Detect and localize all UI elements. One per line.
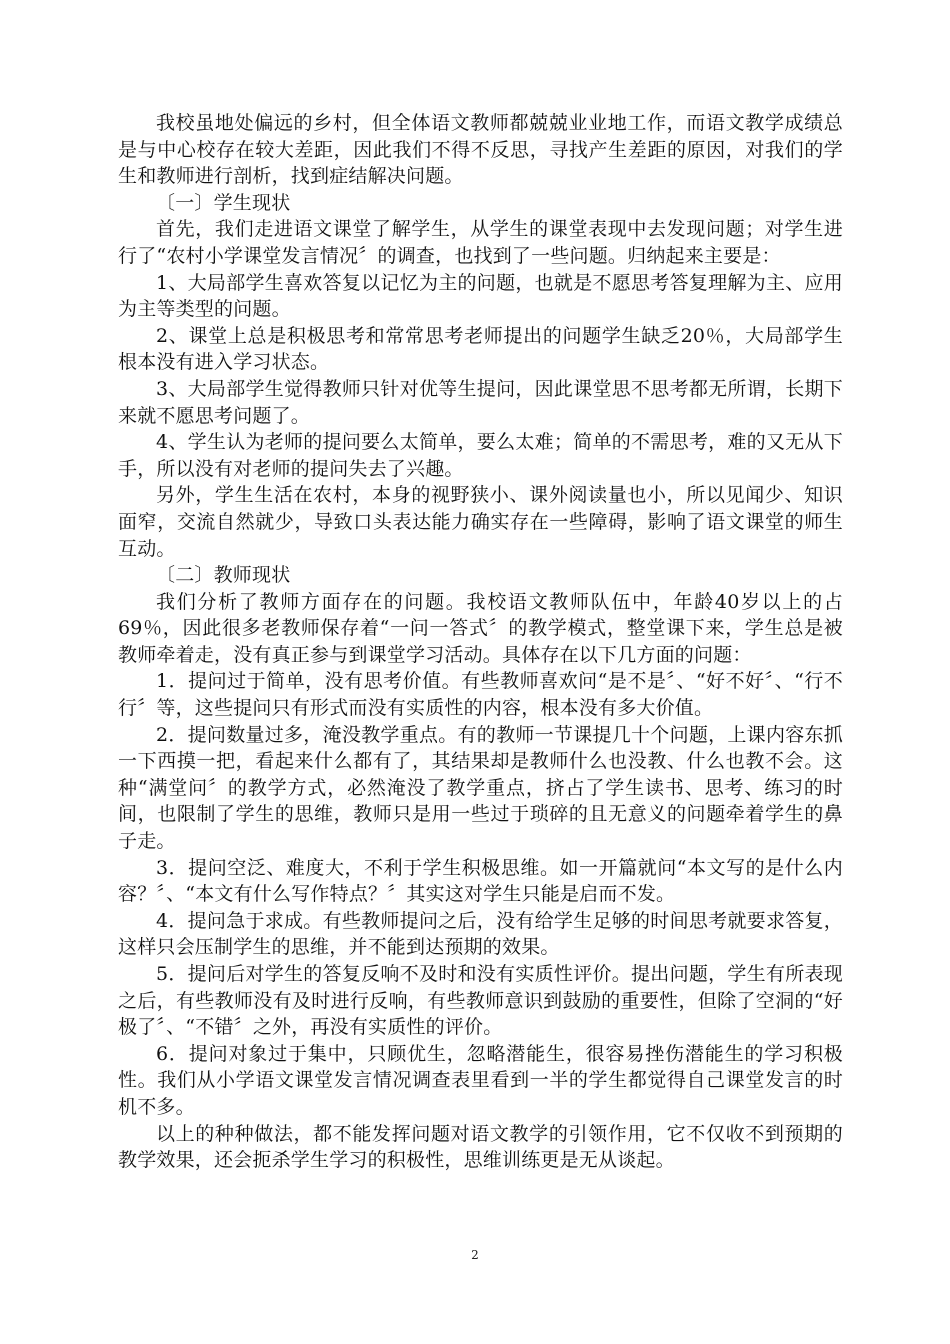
paragraph: 我校虽地处偏远的乡村，但全体语文教师都兢兢业业地工作，而语文教学成绩总是与中心校存在较大差距，因此我们不得不反思，寻找产生差距的原因，对我们的学生和教师进行剖析，找到症结解决问题。: [118, 112, 843, 188]
list-item: 3．提问空泛、难度大，不利于学生积极思维。如一开篇就问“本文写的是什么内容？〞、“本文有什么写作特点？〞其实这对学生只能是启而不发。: [118, 856, 843, 906]
page-number: 2: [471, 1248, 479, 1262]
list-item: 2、课堂上总是积极思考和常常思考老师提出的问题学生缺乏20％，大局部学生根本没有进入学习状态。: [118, 324, 843, 374]
list-item: 6．提问对象过于集中，只顾优生，忽略潜能生，很容易挫伤潜能生的学习积极性。我们从小学语文课堂发言情况调查表里看到一半的学生都觉得自己课堂发言的时机不多。: [118, 1042, 843, 1118]
paragraph: 首先，我们走进语文课堂了解学生，从学生的课堂表现中去发现问题；对学生进行了“农村小学课堂发言情况〞的调查，也找到了一些问题。归纳起来主要是：: [118, 218, 843, 267]
list-item: 3、大局部学生觉得教师只针对优等生提问，因此课堂思不思考都无所谓，长期下来就不愿思考问题了。: [118, 377, 843, 427]
paragraph: 以上的种种做法，都不能发挥问题对语文教学的引领作用，它不仅收不到预期的教学效果，还会扼杀学生学习的积极性，思维训练更是无从谈起。: [118, 1122, 843, 1172]
section-heading: 〔一〕学生现状: [156, 191, 291, 214]
section-heading: 〔二〕教师现状: [156, 564, 291, 587]
list-item: 1、大局部学生喜欢答复以记忆为主的问题，也就是不愿思考答复理解为主、应用为主等类型的问题。: [118, 271, 843, 321]
list-item: 2．提问数量过多，淹没教学重点。有的教师一节课提几十个问题，上课内容东抓一下西摸一把，看起来什么都有了，其结果却是教师什么也没教、什么也教不会。这种“满堂问〞的教学方式，必然淹没了教学重点，挤占了学生读书、思考、练习的时间，也限制了学生的思维，教师只是用一些过于琐碎的且无意义的问题牵着学生的鼻子走。: [118, 723, 843, 853]
list-item: 4、学生认为老师的提问要么太简单，要么太难；简单的不需思考，难的又无从下手，所以没有对老师的提问失去了兴趣。: [118, 431, 843, 480]
list-item: 5．提问后对学生的答复反响不及时和没有实质性评价。提出问题，学生有所表现之后，有些教师没有及时进行反响，有些教师意识到鼓励的重要性，但除了空洞的“好极了〞、“不错〞之外，再没有实质性的评价。: [118, 963, 843, 1039]
list-item: 1．提问过于简单，没有思考价值。有些教师喜欢问“是不是〞、“好不好〞、“行不行〞等，这些提问只有形式而没有实质性的内容，根本没有多大价值。: [118, 670, 843, 720]
paragraph: 另外，学生生活在农村，本身的视野狭小、课外阅读量也小，所以见闻少、知识面窄，交流自然就少，导致口头表达能力确实存在一些障碍，影响了语文课堂的师生互动。: [118, 484, 843, 560]
list-item: 4．提问急于求成。有些教师提问之后，没有给学生足够的时间思考就要求答复，这样只会压制学生的思维，并不能到达预期的效果。: [118, 909, 843, 959]
paragraph: 我们分析了教师方面存在的问题。我校语文教师队伍中，年龄40岁以上的占69％，因此很多老教师保存着“一问一答式〞的教学模式，整堂课下来，学生总是被教师牵着走，没有真正参与到课堂学习活动。具体存在以下几方面的问题：: [118, 590, 843, 666]
document-body: [118, 110, 843, 1174]
